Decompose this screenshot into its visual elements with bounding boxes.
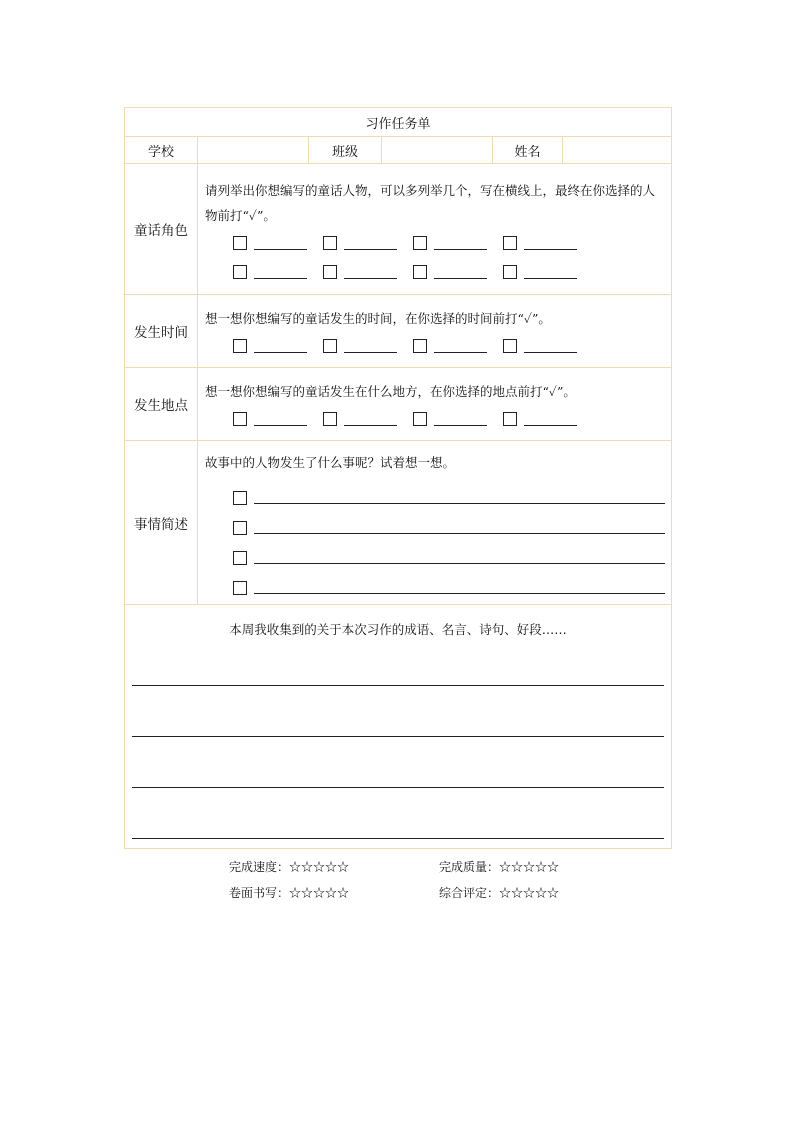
class-label: 班级 [309, 137, 382, 164]
event-row [205, 565, 665, 595]
writing-line[interactable] [132, 735, 664, 737]
answer-line[interactable] [254, 424, 307, 426]
option-row [205, 404, 665, 433]
section-characters [198, 164, 672, 295]
checkbox[interactable] [503, 265, 517, 279]
event-row [205, 475, 665, 505]
answer-line[interactable] [524, 424, 577, 426]
answer-line[interactable] [524, 248, 577, 250]
answer-line[interactable] [254, 277, 307, 279]
rating-overall: 综合评定：☆☆☆☆☆ [439, 886, 560, 900]
section-time [198, 295, 672, 368]
writing-line[interactable] [132, 684, 664, 686]
option-row [205, 228, 665, 257]
option-row [205, 257, 665, 286]
checkbox[interactable] [233, 412, 247, 426]
section-label-characters: 童话角色 [125, 164, 198, 295]
answer-line[interactable] [344, 424, 397, 426]
event-row [205, 535, 665, 565]
collection-title: 本周我收集到的关于本次习作的成语、名言、诗句、好段…… [229, 622, 567, 637]
answer-line[interactable] [524, 351, 577, 353]
name-label: 姓名 [493, 137, 563, 164]
answer-line[interactable] [254, 351, 307, 353]
rating-writing: 卷面书写：☆☆☆☆☆ [229, 886, 350, 900]
time-instruction: 想一想你想编写的童话发生的时间，在你选择的时间前打“✓”。 [205, 311, 551, 326]
checkbox[interactable] [233, 339, 247, 353]
school-field[interactable] [198, 137, 309, 164]
characters-instruction: 请列举出你想编写的童话人物，可以多列举几个，写在横线上，最终在你选择的人物前打“✓”。 [205, 183, 656, 223]
checkbox[interactable] [233, 581, 247, 595]
section-place [198, 368, 672, 441]
answer-line[interactable] [524, 277, 577, 279]
section-label-place: 发生地点 [125, 368, 198, 441]
checkbox[interactable] [413, 339, 427, 353]
section-label-time: 发生时间 [125, 295, 198, 368]
checkbox[interactable] [323, 265, 337, 279]
writing-line[interactable] [132, 786, 664, 788]
answer-line[interactable] [254, 502, 665, 504]
checkbox[interactable] [413, 412, 427, 426]
answer-line[interactable] [254, 532, 665, 534]
task-sheet [124, 107, 671, 849]
sheet-title: 习作任务单 [125, 108, 672, 137]
writing-line[interactable] [132, 837, 664, 839]
event-instruction: 故事中的人物发生了什么事呢？试着想一想。 [205, 455, 456, 470]
option-row [205, 331, 665, 360]
checkbox[interactable] [413, 265, 427, 279]
checkbox[interactable] [323, 412, 337, 426]
name-field[interactable] [563, 137, 672, 164]
checkbox[interactable] [233, 265, 247, 279]
section-label-event: 事情简述 [125, 441, 198, 605]
school-label: 学校 [125, 137, 198, 164]
checkbox[interactable] [503, 236, 517, 250]
checkbox[interactable] [503, 339, 517, 353]
checkbox[interactable] [323, 236, 337, 250]
checkbox[interactable] [503, 412, 517, 426]
rating-quality: 完成质量：☆☆☆☆☆ [439, 860, 560, 874]
answer-line[interactable] [254, 248, 307, 250]
class-field[interactable] [382, 137, 493, 164]
checkbox[interactable] [233, 521, 247, 535]
answer-line[interactable] [434, 277, 487, 279]
answer-line[interactable] [434, 248, 487, 250]
answer-line[interactable] [434, 351, 487, 353]
checkbox[interactable] [233, 551, 247, 565]
checkbox[interactable] [413, 236, 427, 250]
collection-area [125, 605, 672, 849]
answer-line[interactable] [434, 424, 487, 426]
answer-line[interactable] [344, 277, 397, 279]
checkbox[interactable] [323, 339, 337, 353]
section-event [198, 441, 672, 605]
answer-line[interactable] [254, 592, 665, 594]
place-instruction: 想一想你想编写的童话发生在什么地方，在你选择的地点前打“✓”。 [205, 384, 576, 399]
checkbox[interactable] [233, 236, 247, 250]
checkbox[interactable] [233, 491, 247, 505]
event-row [205, 505, 665, 535]
task-table [124, 107, 672, 849]
rating-speed: 完成速度：☆☆☆☆☆ [229, 860, 350, 874]
answer-line[interactable] [344, 248, 397, 250]
answer-line[interactable] [344, 351, 397, 353]
answer-line[interactable] [254, 562, 665, 564]
